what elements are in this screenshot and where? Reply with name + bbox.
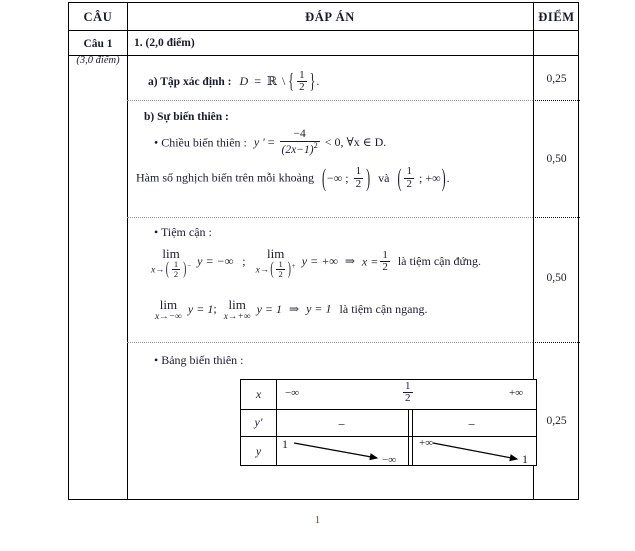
- monotonic-sentence: Hàm số nghịch biến trên mỗi khoảng: [136, 170, 314, 185]
- horizontal-asymptote-result: y = 1: [306, 301, 332, 316]
- variation-table: [240, 379, 537, 466]
- interval1-right-fraction: [354, 166, 364, 189]
- question-title: Câu 1: [83, 38, 113, 50]
- interval1-open: (: [321, 162, 326, 193]
- vertical-num: 1: [382, 249, 388, 262]
- part-b-label: b) Sự biến thiên :: [144, 111, 229, 123]
- limit-2-paren-close: ): [287, 260, 291, 280]
- question-cell: [69, 30, 127, 68]
- vertical-asymptote-text: là tiệm cận đứng.: [397, 254, 481, 269]
- limit-2-sign: +: [291, 263, 296, 271]
- answer-part-a: [127, 68, 533, 94]
- variation-arrows: [241, 436, 538, 467]
- section-heading: 1. (2,0 điểm): [134, 36, 195, 49]
- derivative-symbol: y ': [253, 135, 265, 150]
- interval2-left-fraction: [404, 166, 414, 189]
- score-value-4: 0,25: [546, 415, 567, 427]
- limit-4-subscript: x→+∞: [223, 312, 251, 323]
- score-value-2: 0,50: [546, 153, 567, 165]
- derivative-denominator-exponent: 2: [313, 140, 318, 150]
- variation-sign-left: −: [338, 417, 346, 432]
- interval2-sep: ;: [418, 170, 423, 185]
- limit-1: [151, 246, 191, 279]
- interval2-right: +∞: [425, 170, 441, 185]
- asymptote-horizontal-line: [136, 297, 524, 322]
- variation-x-left: −∞: [285, 387, 300, 399]
- interval2-close: ): [441, 162, 446, 193]
- variation-row-label-y: y: [255, 444, 262, 458]
- limit-4: [224, 297, 251, 322]
- derivative-numerator: −4: [293, 128, 306, 141]
- excluded-numerator: 1: [299, 69, 305, 82]
- page-number: 1: [314, 515, 321, 526]
- header-cell-score: ĐIỂM: [538, 10, 575, 24]
- monotonic-line: [136, 130, 524, 157]
- limit-3: [155, 297, 182, 322]
- answer-body: [127, 55, 533, 501]
- derivative-denominator-base: (2x−1): [281, 143, 314, 156]
- answer-part-b: [127, 111, 533, 191]
- limit-1-arrow: x→: [151, 265, 165, 276]
- derivative-inequality: < 0, ∀x ∈ D: [324, 135, 384, 150]
- limit-2-num: 1: [278, 259, 283, 270]
- limit-2-value: y = +∞: [301, 254, 338, 269]
- excluded-fraction: [297, 70, 307, 93]
- derivative-denominator: [280, 141, 320, 157]
- separator-score-2: [533, 217, 580, 218]
- variation-rule-1: [241, 409, 536, 410]
- vertical-asymptote-lhs: x =: [361, 254, 379, 269]
- limit-1-operator: lim: [162, 246, 180, 261]
- equals-sign-a: =: [254, 74, 261, 89]
- equals-sign-b: =: [267, 135, 275, 150]
- interval1-left: −∞: [326, 170, 343, 185]
- limit-1-den: 2: [173, 268, 179, 279]
- limit-4-value: y = 1: [256, 301, 283, 316]
- derivative-fraction: [280, 129, 320, 156]
- asymptote-bullet: • Tiệm cận :: [154, 225, 212, 239]
- limit-1-num: 1: [173, 259, 179, 270]
- interval2-open: (: [397, 162, 402, 193]
- limit-3-operator: lim: [159, 297, 178, 313]
- answer-variation: [127, 353, 533, 466]
- variation-y-right-end: 1: [522, 452, 528, 466]
- variation-y-right-start: +∞: [419, 437, 434, 449]
- limit-sep-2: ;: [213, 301, 217, 316]
- limit-3-subscript: x→−∞: [155, 312, 182, 323]
- limit-2-fraction: [276, 260, 284, 278]
- variation-y-left-end: −∞: [382, 454, 397, 466]
- score-value-3: 0,50: [546, 272, 567, 284]
- variation-y-left-start: 1: [282, 437, 288, 451]
- limit-2-operator: lim: [267, 246, 285, 261]
- limit-1-fraction: [172, 260, 180, 278]
- variation-x-mid: [401, 382, 415, 405]
- brace-close: }: [309, 68, 316, 94]
- grading-table: [68, 2, 579, 500]
- limit-3-value: y = 1: [187, 301, 214, 316]
- question-subtitle: (3,0 điểm): [76, 54, 120, 66]
- variation-x-mid-fraction: [403, 381, 413, 404]
- answer-asymptote: [127, 225, 533, 322]
- header-cell-question: CÂU: [83, 10, 113, 24]
- variation-bullet: • Bảng biến thiên :: [154, 353, 244, 367]
- score-value-1: 0,25: [546, 73, 567, 85]
- limit-1-subscript: [151, 261, 191, 279]
- limit-2: [256, 246, 296, 279]
- period-intervals: .: [446, 170, 450, 185]
- implies-arrow-2: ⇒: [289, 301, 300, 316]
- limit-2-subscript: [256, 261, 296, 279]
- setminus-symbol: \: [281, 74, 286, 89]
- interval1-den: 2: [355, 177, 362, 190]
- limit-2-arrow: x→: [255, 265, 270, 276]
- period-a: .: [316, 74, 320, 89]
- excluded-denominator: 2: [299, 81, 305, 94]
- limit-1-sign: −: [187, 263, 192, 271]
- variation-x-mid-den: 2: [405, 392, 411, 405]
- limit-1-paren-close: ): [183, 260, 187, 280]
- separator-answer-2: [127, 217, 533, 218]
- variation-sign-right: −: [468, 417, 476, 432]
- variation-row-label-x: x: [255, 387, 262, 401]
- variation-row-label-yprime: y': [254, 415, 263, 429]
- vertical-den: 2: [382, 261, 388, 274]
- variation-x-mid-num: 1: [405, 380, 411, 393]
- interval1-close: ): [366, 162, 371, 193]
- limit-4-operator: lim: [228, 297, 246, 313]
- part-a-label: a) Tập xác định :: [148, 76, 232, 89]
- real-set-symbol: ℝ: [266, 74, 277, 89]
- brace-open: {: [288, 68, 295, 94]
- variation-x-right: +∞: [509, 387, 524, 399]
- interval1-sep: ;: [345, 170, 349, 185]
- limit-2-den: 2: [278, 268, 283, 279]
- monotonic-sentence-line: [136, 162, 524, 193]
- asymptote-separator: ;: [242, 254, 246, 269]
- separator-answer-3: [127, 342, 533, 343]
- separator-answer-1: [127, 100, 533, 101]
- period-b: .: [383, 135, 387, 150]
- implies-arrow-1: ⇒: [344, 254, 355, 269]
- interval-conjunction: và: [378, 170, 390, 185]
- monotonic-bullet: • Chiều biến thiên :: [154, 135, 247, 150]
- vertical-asymptote-fraction: [380, 250, 390, 273]
- interval1-num: 1: [355, 165, 362, 178]
- asymptote-vertical-line: [136, 246, 524, 279]
- limit-1-paren-open: (: [165, 260, 169, 280]
- limit-2-paren-open: (: [270, 260, 274, 280]
- limit-1-value: y = −∞: [197, 254, 234, 269]
- interval2-num: 1: [406, 165, 412, 178]
- horizontal-asymptote-text: là tiệm cận ngang.: [339, 301, 428, 316]
- separator-score-1: [533, 100, 580, 101]
- interval2-den: 2: [406, 177, 412, 190]
- header-cell-answer: ĐÁP ÁN: [305, 10, 355, 24]
- domain-variable: D: [239, 74, 249, 89]
- separator-score-3: [533, 342, 580, 343]
